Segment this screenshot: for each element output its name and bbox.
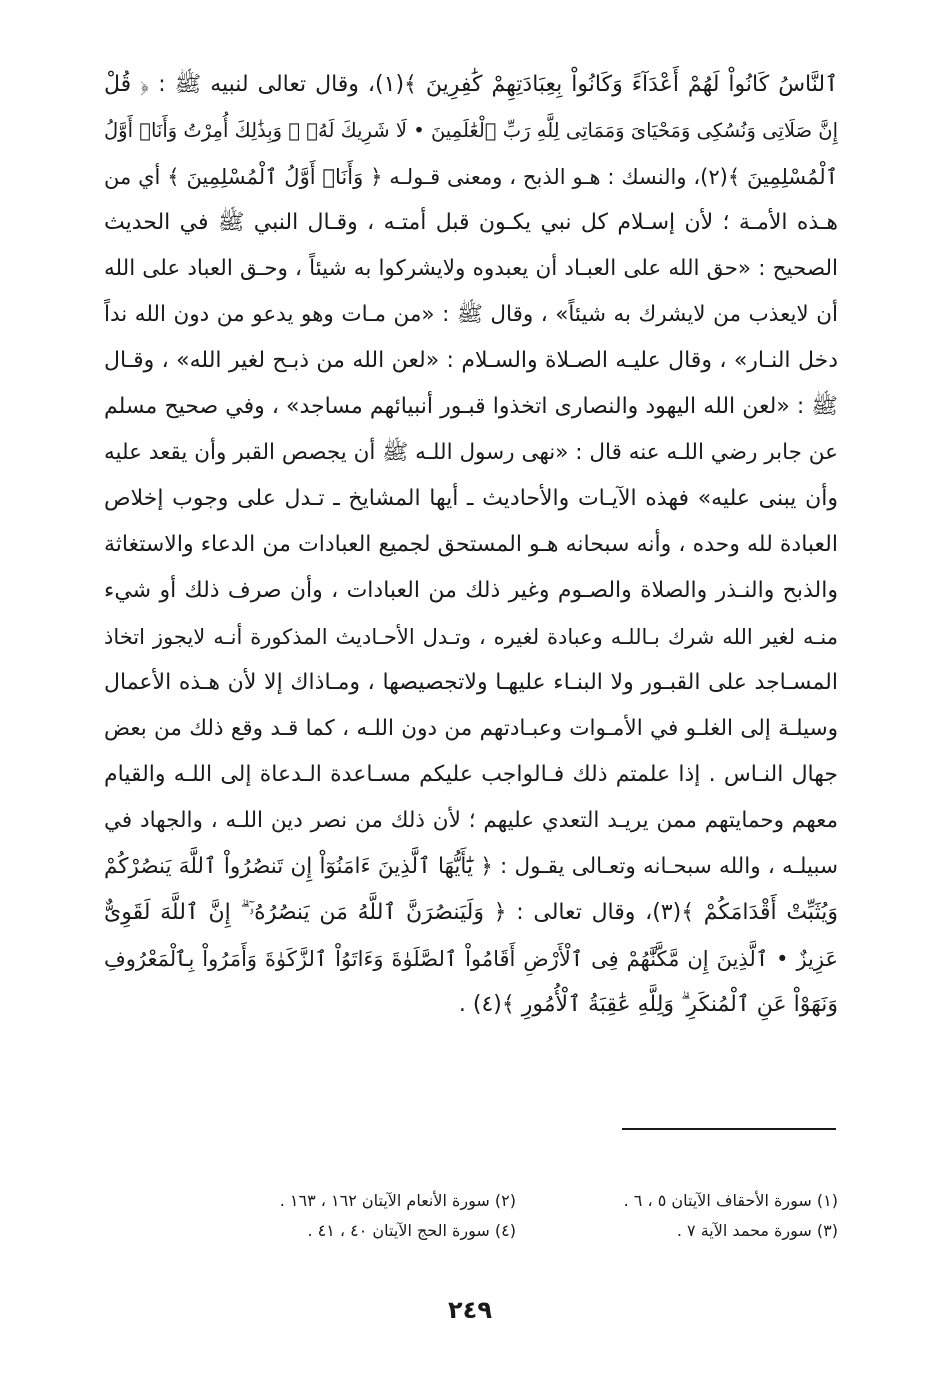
footnotes (196, 1186, 838, 1246)
text-line: عن جابر رضي اللـه عنه قال : «نهى رسول اللـه ﷺ أن يجصص القبر وأن يقعد عليه (104, 440, 838, 465)
text-line: جهال النـاس . إذا علمتم ذلك فـالواجب عليكم مسـاعدة الـدعاة إلى اللـه والقيام (104, 762, 838, 787)
text-line: ٱلْمُسْلِمِينَ ﴾(٢)، والنسك : هـو الذبح ، ومعنى قـولـه ﴿ وَأَنَا۠ أَوَّلُ ٱلْمُسْلِمِينَ ﴾ أي من (104, 165, 838, 189)
footnote-4: (٤) سورة الحج الآيتان ٤٠ ، ٤١ . (307, 1221, 516, 1240)
text-line: ٱلنَّاسُ كَانُواْ لَهُمْ أَعْدَآءً وَكَانُواْ بِعِبَادَتِهِمْ كَٰفِرِينَ ﴾(١)، وقال تعالى لنبيه ﷺ : ﴿ قُلْ (104, 72, 838, 97)
text-line: هـذه الأمـة ؛ لأن إسـلام كل نبي يكـون قبل أمتـه ، وقـال النبي ﷺ في الحديث (104, 210, 838, 235)
footnote-2: (٢) سورة الأنعام الآيتان ١٦٢ ، ١٦٣ . (279, 1191, 516, 1210)
text-line: سبيلـه ، والله سبحـانه وتعـالى يقـول : ﴿ يَٰٓأَيُّهَا ٱلَّذِينَ ءَامَنُوٓاْ إِن تَنصُرُواْ ٱللَّهَ يَنصُرْكُمْ (104, 854, 838, 879)
text-line: العبادة لله وحده ، وأنه سبحانه هـو المستحق لجميع العبادات من الدعاء والاستغاثة (104, 532, 838, 557)
footnote-row (196, 1216, 838, 1246)
text-line: إِنَّ صَلَاتِى وَنُسُكِى وَمَحْيَاىَ وَمَمَاتِى لِلَّهِ رَبِّ ٱلْعَٰلَمِينَ • لَا شَرِيكَ لَهُۥ ۖ وَبِذَٰلِكَ أُمِرْتُ وَأَنَا۠ أَوَّلُ (104, 119, 838, 142)
text-line: وسيلـة إلى الغلـو في الأمـوات وعبـادتهم من دون اللـه ، كما قـد وقع ذلك من بعض (104, 716, 838, 741)
page-number: ٢٤٩ (448, 1296, 492, 1324)
text-line: الصحيح : «حق الله على العبـاد أن يعبدوه ولايشركوا به شيئاً ، وحـق العباد على الله (104, 256, 838, 281)
text-line: المسـاجد على القبـور ولا البنـاء عليهـا ولاتجصيصها ، ومـاذاك إلا لأن هـذه الأعمال (104, 670, 838, 695)
footnote-separator (622, 1128, 836, 1130)
text-line: وأن يبنى عليه» فهذه الآيـات والأحاديث ـ أيها المشايخ ـ تـدل على وجوب إخلاص (104, 486, 838, 511)
text-line: والذبح والنـذر والصلاة والصـوم وغير ذلك من العبادات ، وأن صرف ذلك أو شيء (104, 578, 838, 603)
text-line: أن لايعذب من لايشرك به شيئاً» ، وقال ﷺ : «من مـات وهو يدعو من دون الله نداً (104, 302, 838, 327)
main-text-block (104, 62, 838, 1028)
footnote-3: (٣) سورة محمد الآية ٧ . (676, 1221, 838, 1240)
text-line: منـه لغير الله شرك بـاللـه وعبادة لغيره ، وتـدل الأحـاديث المذكورة أنـه لايجوز اتخاذ (104, 625, 838, 649)
text-line: عَزِيزٌ • ٱلَّذِينَ إِن مَّكَّنَّٰهُمْ فِى ٱلْأَرْضِ أَقَامُواْ ٱلصَّلَوٰةَ وَءَاتَوُاْ ٱلزَّكَوٰةَ وَأَمَرُواْ بِٱلْمَعْرُوفِ (104, 947, 838, 971)
footnote-1: (١) سورة الأحقاف الآيتان ٥ ، ٦ . (623, 1191, 838, 1210)
text-line: وَيُثَبِّتْ أَقْدَامَكُمْ ﴾(٣)، وقال تعالى : ﴿ وَلَيَنصُرَنَّ ٱللَّهُ مَن يَنصُرُهُۥٓ ۗ إِنَّ ٱللَّهَ لَقَوِىٌّ (104, 900, 838, 925)
text-line: ﷺ : «لعن الله اليهود والنصارى اتخذوا قبـور أنبيائهم مساجد» ، وفي صحيح مسلم (104, 394, 838, 419)
text-line: دخل النـار» ، وقال عليـه الصـلاة والسـلام : «لعن الله من ذبـح لغير الله» ، وقـال (104, 348, 838, 373)
text-line: معهم وحمايتهم ممن يريـد التعدي عليهم ؛ لأن ذلك من نصر دين اللـه ، والجهاد في (104, 808, 838, 833)
text-line: وَنَهَوْاْ عَنِ ٱلْمُنكَرِ ۗ وَلِلَّهِ عَٰقِبَةُ ٱلْأُمُورِ ﴾(٤) . (458, 992, 838, 1017)
footnote-row (196, 1186, 838, 1216)
